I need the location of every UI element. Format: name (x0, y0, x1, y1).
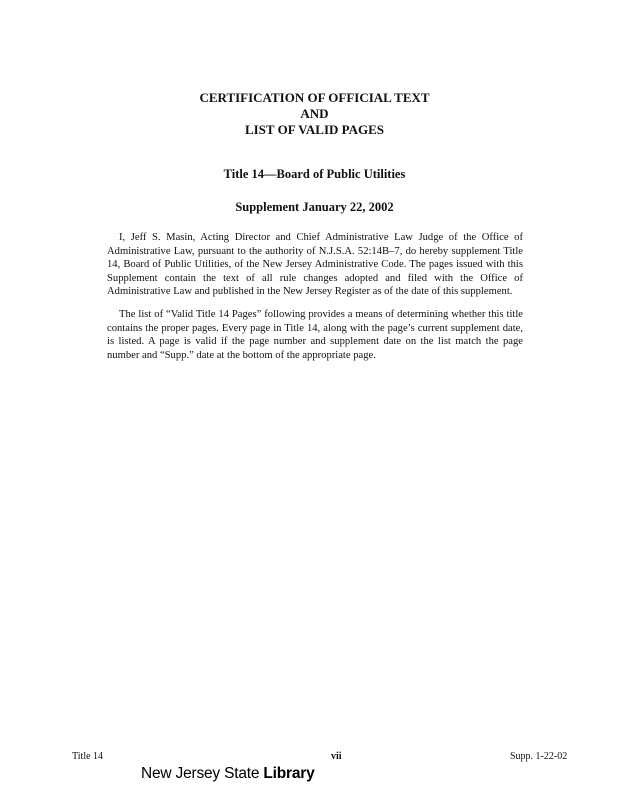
heading-line-3: LIST OF VALID PAGES (244, 122, 385, 137)
heading-line-1: CERTIFICATION OF OFFICIAL TEXT (199, 90, 430, 105)
title-subheading: Title 14—Board of Public Utilities (223, 167, 406, 181)
footer-supplement-date: Supp. 1-22-02 (510, 751, 568, 762)
valid-pages-paragraph: The list of “Valid Title 14 Pages” following provides a means of determining whether this title contains the proper pages. Every page in Title 14, along with the page’s current supplement date, is listed. A page is valid if the page number and supplement date on the list match the page number and “Supp.” date at the bottom of the appropriate page. (107, 309, 523, 361)
certification-paragraph: I, Jeff S. Masin, Acting Director and Chief Administrative Law Judge of the Office of Administrative Law, pursuant to the authority of N.J.S.A. 52:14B–7, do hereby supplement Title 14, Board of Public Utilities, of the New Jersey Administrative Code. The pages issued with this Supplement contain the text of all rule changes adopted and filed with the Office of Administrative Law and published in the New Jersey Register as of the date of this supplement. (107, 232, 523, 298)
footer-page-number: vii (331, 751, 342, 762)
watermark-bold-text: Library (263, 765, 315, 782)
heading-line-2: AND (300, 106, 329, 121)
certification-heading (0, 90, 629, 138)
watermark-regular-text: New Jersey State (141, 765, 264, 782)
supplement-date-heading: Supplement January 22, 2002 (235, 200, 394, 214)
footer-title-label: Title 14 (72, 751, 104, 762)
library-watermark (141, 765, 315, 783)
